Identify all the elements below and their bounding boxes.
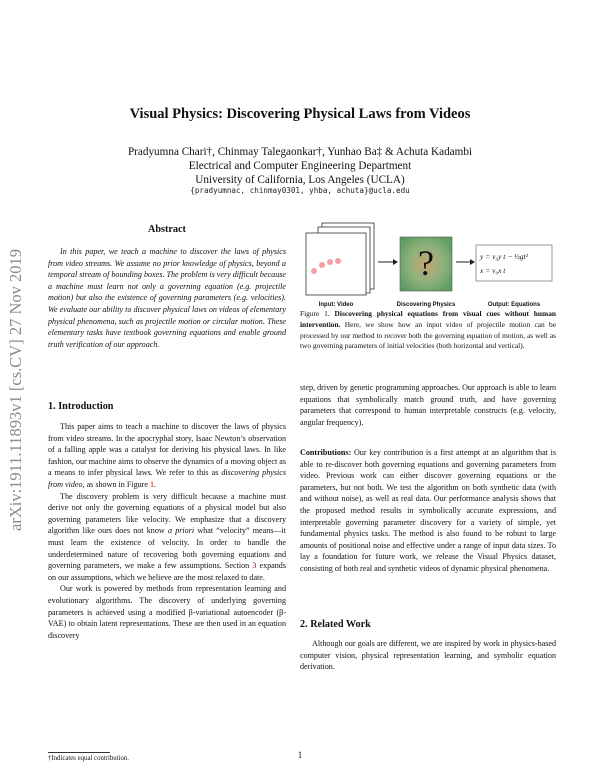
arxiv-stamp: arXiv:1911.11893v1 [cs.CV] 27 Nov 2019 [6,249,25,531]
question-mark: ? [418,243,434,283]
section-ref-link[interactable]: 3 [252,561,257,571]
video-frame-front [306,233,366,295]
caption-rest: Here, we show how an input video of projectile motion can be processed by our method to recover both the governing equation of motion, as well as two governing parameters of initial velocities (both horizontal and vertical). [300,319,556,351]
figure-1-graphic [300,217,556,309]
equations-box [476,245,552,281]
trajectory-dot [327,259,333,265]
intro-paragraph-3: Our work is powered by methods from representation learning and evolutionary algorithms. The discovery of underlying governing parameters is achieved using a modified β-variational autoencoder (β-VAE) to obtain latent representations. These are then used in an equation discovery [48,584,286,640]
author-block [0,145,600,187]
arrow-2 [456,259,475,265]
trajectory-dot [335,258,341,264]
caption-label: Figure 1. [300,309,330,318]
affiliation-line-1: Electrical and Computer Engineering Department [188,160,412,172]
figure-ref-link[interactable]: 1 [150,479,155,489]
intro-paragraph-1: This paper aims to teach a machine to discover the laws of physics from video streams. In the apocryphal story, Isaac Newton’s observation of a falling apple was a catalyst for deriving his physical laws. In like fashion, our machine aims to observe the dynamics of a moving object as a means to infer physical laws. We refer to this as discovering physics from video, as shown in Figure 1. [48,422,286,489]
affiliation-line-2: University of California, Los Angeles (UCLA) [195,174,405,186]
label-discovering-physics: Discovering Physics [396,302,456,308]
trajectory-dot [319,262,325,268]
equation-y: y = v₀y t − ½gt² [480,252,528,261]
intro-heading: 1. Introduction [48,401,114,412]
contributions-label: Contributions: [300,448,352,457]
authors-line: Pradyumna Chari†, Chinmay Talegaonkar†, Yunhao Ba‡ & Achuta Kadambi [127,146,473,158]
intro-continued: step, driven by genetic programming approaches. Our approach is able to learn equations that symbolically match ground truth, and have governing parameters that correspond to human interpretable constructs (e.g. velocity, angular frequency). [300,383,556,427]
trajectory-dot [311,268,317,274]
abstract-text: In this paper, we teach a machine to discover the laws of physics from video streams. We assume no prior knowledge of physics, beyond a temporal stream of bounding boxes. The problem is very difficult because a machine must learn not only a governing equation (e.g. projectile motion) but also the existence of governing parameters (e.g. velocities). We evaluate our ability to discover physical laws on videos of elementary physical phenomena, such as projectile motion or circular motion. These elementary tasks have textbook governing equations and enable ground truth verification of our approach. [48,247,286,349]
related-work-text: Although our goals are different, we are inspired by work in physics-based computer vision, physical representation learning, and symbolic equation derivation. [300,639,556,672]
video-frames-stack [306,223,374,295]
figure-1 [300,217,556,317]
page-number: 1 [297,750,303,760]
intro-paragraph-2: The discovery problem is very difficult because a machine must derive not only the governing equations of a physical model but also governing parameters like velocity. We emphasize that a discovery algorithm like ours does not know a priori what “velocity” means—it must learn the existence of velocity. In order to handle the underdetermined nature of recovering both governing equations and governing parameters, we make a few assumptions. Section 3 expands on our assumptions, which we believe are the most relaxed to date. [48,491,287,582]
footnote: †Indicates equal contribution. [48,755,129,762]
related-work-heading: 2. Related Work [300,619,371,630]
intro-body [48,421,286,641]
label-output-equations: Output: Equations [487,302,541,308]
abstract-heading: Abstract [148,224,186,235]
caption-bold: Discovering physical equations from visual cues without human intervention. [300,309,556,329]
figure-1-caption [300,309,556,352]
author-emails: {pradyumnac, chinmay0301, yhba, achuta}@ucla.edu [190,186,410,195]
paper-title: Visual Physics: Discovering Physical Laws from Videos [129,106,471,122]
contributions-paragraph: Contributions: Our key contribution is a first attempt at an algorithm that is able to re-discover both governing equations and governing parameters from video. Previous work can either discover governing equations or the parameters, but not both. We test the algorithm on both synthetic data (with and without noise), as well as real data. Our performance analysis shows that the proposed method results in symbolically accurate expressions, and interpretable governing parameter discovery for a variety of simple, yet fundamental physics tasks. The method is also found to be robust to large amounts of positional noise and effective under a range of input data sizes. To lay a foundation for future work, we release the Visual Physics dataset, consisting of both real and synthetic videos of dynamic physical phenomena. [300,448,556,573]
equation-x: x = v₀x t [480,266,506,275]
arrow-1 [378,259,398,265]
label-input-video: Input: Video [318,302,354,308]
